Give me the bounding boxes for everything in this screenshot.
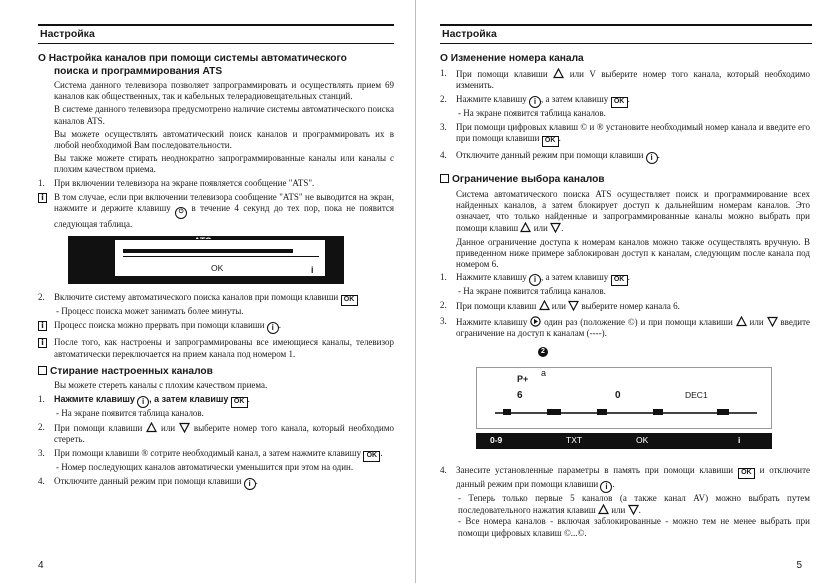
section-square-icon — [38, 366, 47, 375]
info-key-icon: i — [646, 152, 658, 164]
step-number: 1. — [38, 393, 45, 404]
osd-slider-segment — [653, 409, 663, 415]
up-arrow-key-icon — [146, 422, 157, 433]
osd-txt-label: TXT — [566, 435, 583, 446]
up-arrow-key-icon — [539, 300, 550, 311]
page-divider — [415, 0, 416, 583]
step-text: При помощи цифровых клавиш © и ® установите необходимый номер канала и введите его при помощи клавиши — [456, 122, 810, 144]
power-key-icon: ⏻ — [175, 207, 187, 219]
osd-digits-label: 0-9 — [490, 435, 503, 446]
ok-key-icon: OK — [341, 295, 358, 306]
step-item — [38, 178, 394, 189]
step-note: - Все номера каналов - включая заблокированные - можно тем не менее выбрать при помощи цифровых клавиш ©...©. — [458, 516, 810, 538]
osd-value: 0 — [615, 390, 621, 402]
step-item — [38, 292, 394, 317]
content-left — [38, 53, 394, 493]
paragraph-text: или — [533, 223, 548, 234]
osd-main-panel — [476, 367, 772, 429]
step-item: 1. Нажмите клавишу i , а затем клавишу OK . - На экране появится таблица каналов. — [38, 394, 394, 419]
step-text: или — [551, 301, 566, 312]
osd-ok-label: OK — [211, 263, 224, 274]
paragraph: Данное ограничение доступа к номерам каналов можно также осуществлять вручную. В приведенном ниже примере заблокирован доступ к каналам, следующим после канала под номером 6. — [456, 236, 810, 270]
osd-slider-segment — [717, 409, 729, 415]
step-item: 4. Отключите данный режим при помощи клавиши i . — [440, 150, 660, 163]
section-title-line-1: О Настройка каналов при помощи системы автоматического — [38, 53, 347, 64]
step-text: или V выберите номер того канала, который необходимо изменить. — [456, 68, 811, 90]
info-key-icon: i — [137, 396, 149, 408]
step-item — [38, 422, 394, 445]
step-note: - Процесс поиска может занимать более минуты. — [56, 306, 244, 317]
ok-key-icon: OK — [363, 451, 380, 462]
ok-key-icon: OK — [611, 275, 628, 286]
info-note-icon: i — [38, 338, 47, 348]
osd-slider-segment — [597, 409, 607, 415]
ok-key-icon: OK — [738, 468, 755, 479]
step-text: Нажмите клавишу — [54, 393, 135, 404]
step-note-text: или — [611, 505, 626, 516]
paragraph: В системе данного телевизора предусмотрено наличие системы автоматического поиска каналов ATS. — [54, 104, 394, 126]
step-item: 1. Нажмите клавишу i , а затем клавишу OK . - На экране появится таблица каналов. — [440, 272, 810, 297]
step-number: 3. — [440, 315, 447, 326]
osd-bottom-bar — [476, 433, 772, 449]
step-text: При помощи клавиши ® сотрите необходимый канал, а затем нажмите клавишу — [54, 448, 362, 459]
step-text: , а затем клавишу — [541, 93, 609, 104]
page-number: 5 — [796, 560, 802, 571]
content-right — [440, 53, 810, 542]
osd-a-label: a — [541, 368, 547, 379]
step-number: 4. — [440, 150, 447, 161]
note-text: После того, как настроены и запрограммированы все имеющиеся каналы, телевизор автоматически переключается на прием канала под номером 1. — [54, 337, 394, 359]
step-text: или — [161, 422, 176, 433]
step-text: Отключите данный режим при помощи клавиши — [456, 150, 644, 161]
section-title-erase — [38, 366, 394, 379]
step-number: 2. — [38, 292, 45, 303]
section-title-line-2: поиска и программирования ATS — [54, 65, 223, 77]
step-note: - На экране появится таблица каналов. — [458, 286, 606, 297]
info-note — [38, 337, 394, 359]
step-item: 3. При помощи цифровых клавиш © и ® установите необходимый номер канала и введите его при помощи клавиши OK . — [440, 122, 810, 147]
step-note: - Номер последующих каналов автоматически уменьшится при этом на один. — [56, 462, 354, 473]
step-text: Нажмите клавишу — [456, 93, 527, 104]
right-arrow-key-icon — [530, 316, 541, 327]
osd-channel-number: 6 — [517, 390, 523, 402]
step-number: 3. — [38, 448, 45, 459]
down-arrow-key-icon — [179, 422, 190, 433]
page-left — [0, 0, 412, 583]
info-note — [38, 192, 394, 230]
paragraph: Система автоматического поиска ATS осуществляет поиск и программирование всех найденных каналов, а затем блокирует доступ к дальнейшим номерам каналов. Это означает, что только найденные и запрограммированные каналы можно выбрать при помощи клавиш или . — [456, 188, 810, 234]
step-text: или — [749, 316, 764, 327]
osd-ok-label: OK — [636, 435, 649, 446]
step-number: 4. — [38, 476, 45, 487]
page-right — [420, 0, 832, 583]
section-title-text: Стирание настроенных каналов — [50, 365, 213, 377]
ok-key-icon: OK — [231, 397, 248, 408]
down-arrow-key-icon — [628, 504, 639, 515]
step-item — [440, 300, 810, 312]
step-number: 2. — [440, 300, 447, 311]
up-arrow-key-icon — [520, 222, 531, 233]
osd-slider-segment — [547, 409, 561, 415]
osd-p-label: P+ — [517, 374, 529, 385]
callout-marker: 2 — [538, 347, 548, 357]
info-note: i Процесс поиска можно прервать при помощи клавиши i . — [38, 320, 394, 334]
info-key-icon: i — [529, 274, 541, 286]
up-arrow-key-icon — [736, 316, 747, 327]
paragraph: Вы можете осуществлять автоматический поиск каналов и программировать их в любой необходимой Вам последовательности. — [54, 128, 394, 151]
step-note: - Теперь только первые 5 каналов (а также канал AV) можно выбрать путем последовательного нажатия клавиш или . — [458, 493, 810, 516]
ok-key-icon: OK — [611, 97, 628, 108]
page-number: 4 — [38, 560, 44, 571]
info-key-icon: i — [267, 322, 279, 334]
up-arrow-key-icon — [598, 504, 609, 515]
step-text: При помощи клавиши — [54, 422, 143, 433]
step-note: - На экране появится таблица каналов. — [56, 407, 204, 418]
step-text: , а затем клавишу — [541, 272, 609, 283]
step-item: 4. Занесите установленные параметры в память при помощи клавиши OK и отключите данный режим при помощи клавиши i . - Теперь только первые 5 каналов (а также канал AV) можно выбрать путем последовательного нажатия клавиш или . - Все номера каналов - включая заблокированные - можно тем не менее выбрать при помощи цифровых клавиш ©...©. — [440, 465, 811, 538]
step-text: Занесите установленные параметры в память при помощи клавиши — [456, 465, 734, 476]
osd-divider — [123, 256, 319, 257]
step-text: выберите номер того канала, который необходимо стереть. — [54, 422, 395, 444]
step-text: Включите систему автоматического поиска каналов при помощи клавиши — [54, 292, 339, 303]
info-note-icon: i — [38, 193, 47, 203]
step-note: - На экране появится таблица каналов. — [458, 107, 606, 118]
osd-decoder-label: DEC1 — [685, 390, 708, 401]
section-title-ats — [38, 53, 394, 78]
paragraph: Вы также можете стирать неоднократно запрограммированные каналы или каналы с плохим качеством приема. — [54, 153, 394, 175]
osd-panel — [114, 239, 326, 277]
note-text: в течение 4 секунд до тех пор, пока не появится следующая таблица. — [54, 203, 395, 230]
step-number: 1. — [38, 177, 45, 188]
step-text: Нажмите клавишу — [456, 316, 528, 327]
step-text: выберите номер канала 6. — [581, 301, 680, 312]
progress-bar — [123, 249, 293, 253]
osd-info-label: i — [311, 265, 314, 276]
note-text: В том случае, если при включении телевизора сообщение "ATS" не выводится на экран, нажмите и держите клавишу — [54, 191, 394, 214]
paragraph: Система данного телевизора позволяет запрограммировать и осуществлять прием 69 каналов как общественных, так и кабельных телерадиовещательных станций. — [54, 80, 394, 102]
ats-osd-screen — [68, 236, 344, 284]
step-text: При помощи клавиш — [456, 301, 537, 312]
section-title-limit — [440, 174, 810, 187]
up-arrow-key-icon — [553, 68, 564, 79]
step-number: 4. — [440, 465, 447, 476]
step-text: и отключите данный режим при помощи клавиши — [456, 465, 811, 490]
channel-table-osd — [476, 347, 772, 457]
step-item — [440, 316, 810, 339]
info-key-icon: i — [529, 96, 541, 108]
step-text: Нажмите клавишу — [456, 272, 527, 283]
down-arrow-key-icon — [767, 316, 778, 327]
info-key-icon: i — [244, 478, 256, 490]
step-text: введите ограничение на доступ к каналам (----). — [456, 316, 811, 338]
step-text: Отключите данный режим при помощи клавиши — [54, 476, 242, 487]
paragraph-text: Система автоматического поиска ATS осуществляет поиск и программирование всех найденных каналов, а затем блокирует доступ к дальнейшим номерам каналов. Это означает, что только найденные и запрограммированные каналы можно выбрать при помощи клавиш — [456, 188, 810, 234]
step-item: 3. При помощи клавиши ® сотрите необходимый канал, а затем нажмите клавишу OK . - Номер последующих каналов автоматически уменьшится при этом на один. — [38, 448, 394, 473]
step-number: 1. — [440, 272, 447, 283]
step-item: 4. Отключите данный режим при помощи клавиши i . — [38, 476, 258, 489]
step-note-text: - Теперь только первые 5 каналов (а также канал AV) можно выбрать путем последовательного нажатия клавиш — [458, 493, 810, 516]
step-number: 3. — [440, 122, 447, 133]
step-text: , а затем клавишу — [149, 393, 229, 404]
page-header: Настройка — [38, 24, 394, 44]
info-key-icon: i — [600, 481, 612, 493]
step-number: 1. — [440, 67, 447, 78]
osd-info-label: i — [738, 435, 741, 446]
down-arrow-key-icon — [568, 300, 579, 311]
section-title-renumber: О Изменение номера канала — [440, 53, 584, 64]
step-item — [440, 68, 810, 91]
step-text: один раз (положение ©) и при помощи клавиши — [544, 316, 733, 327]
note-text: Процесс поиска можно прервать при помощи клавиши — [54, 320, 265, 331]
step-text: При включении телевизора на экране появляется сообщение "ATS". — [54, 177, 315, 188]
page-header: Настройка — [440, 24, 812, 44]
osd-slider-segment — [503, 409, 511, 415]
section-title-text: Ограничение выбора каналов — [452, 174, 605, 186]
down-arrow-key-icon — [550, 222, 561, 233]
paragraph: Вы можете стереть каналы с плохим качеством приема. — [54, 380, 268, 391]
step-number: 2. — [38, 421, 45, 432]
step-text: При помощи клавиши — [456, 68, 548, 79]
section-square-icon — [440, 174, 449, 183]
ok-key-icon: OK — [542, 136, 559, 147]
step-number: 2. — [440, 93, 447, 104]
step-item: 2. Нажмите клавишу i , а затем клавишу OK . - На экране появится таблица каналов. — [440, 94, 810, 119]
info-note-icon: i — [38, 321, 47, 331]
